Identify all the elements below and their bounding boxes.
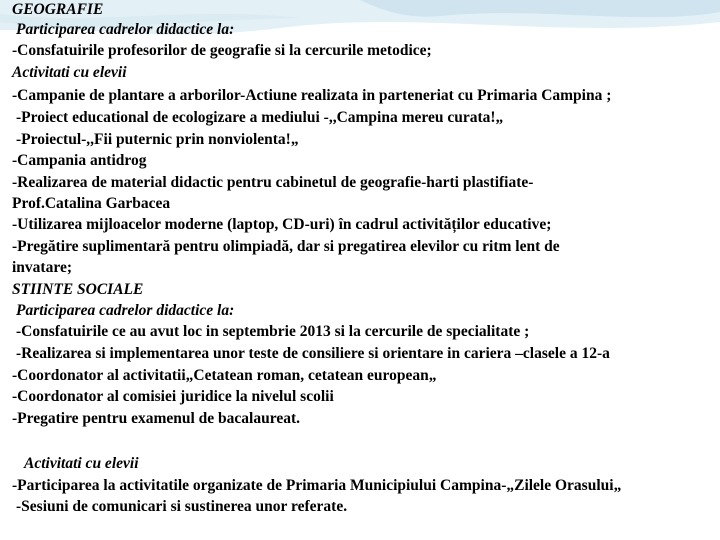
geography-students-item: -Utilizarea mijloacelor moderne (laptop, CD-uri) în cadrul activităților educative; <box>12 216 552 233</box>
geography-heading: GEOGRAFIE <box>12 1 104 18</box>
geography-teachers-item: -Consfatuirile profesorilor de geografie si la cercurile metodice; <box>12 42 432 59</box>
geography-teachers-heading: Participarea cadrelor didactice la: <box>16 21 235 38</box>
social-sciences-students-item: -Sesiuni de comunicari si sustinerea unor referate. <box>16 498 348 515</box>
social-sciences-teachers-heading: Participarea cadrelor didactice la: <box>16 302 235 319</box>
geography-students-item: -Campania antidrog <box>12 152 147 169</box>
geography-students-heading: Activitati cu elevii <box>12 64 127 81</box>
geography-students-item: -Proiectul-,,Fii puternic prin nonviolenta!„ <box>16 131 299 148</box>
social-sciences-students-heading: Activitati cu elevii <box>24 455 139 472</box>
social-sciences-teachers-item: -Pregatire pentru examenul de bacalaureat. <box>12 410 300 427</box>
social-sciences-heading: STIINTE SOCIALE <box>12 281 144 298</box>
geography-students-item: -Realizarea de material didactic pentru cabinetul de geografie-harti plastifiate- <box>12 174 534 191</box>
social-sciences-students-item: -Participarea la activitatile organizate de Primaria Municipiului Campina-„Zilele Orasului„ <box>12 477 622 494</box>
social-sciences-teachers-item: -Realizarea si implementarea unor teste de consiliere si orientare in cariera –clasele a 12-a <box>16 345 610 362</box>
geography-students-item: -Pregătire suplimentară pentru olimpiadă, dar si pregatirea elevilor cu ritm lent de <box>12 238 560 255</box>
geography-students-item: -Campanie de plantare a arborilor-Actiune realizata in parteneriat cu Primaria Campina ; <box>12 87 612 104</box>
geography-students-item: -Proiect educational de ecologizare a mediului -,,Campina mereu curata!„ <box>16 109 504 126</box>
social-sciences-teachers-item: -Coordonator al comisiei juridice la nivelul scolii <box>12 388 334 405</box>
geography-students-item-continued: invatare; <box>12 259 72 276</box>
geography-students-item-continued: Prof.Catalina Garbacea <box>12 195 171 212</box>
social-sciences-teachers-item: -Consfatuirile ce au avut loc in septembrie 2013 si la cercurile de specialitate ; <box>16 323 530 340</box>
social-sciences-teachers-item: -Coordonator al activitatii„Cetatean roman, cetatean european„ <box>12 367 437 384</box>
